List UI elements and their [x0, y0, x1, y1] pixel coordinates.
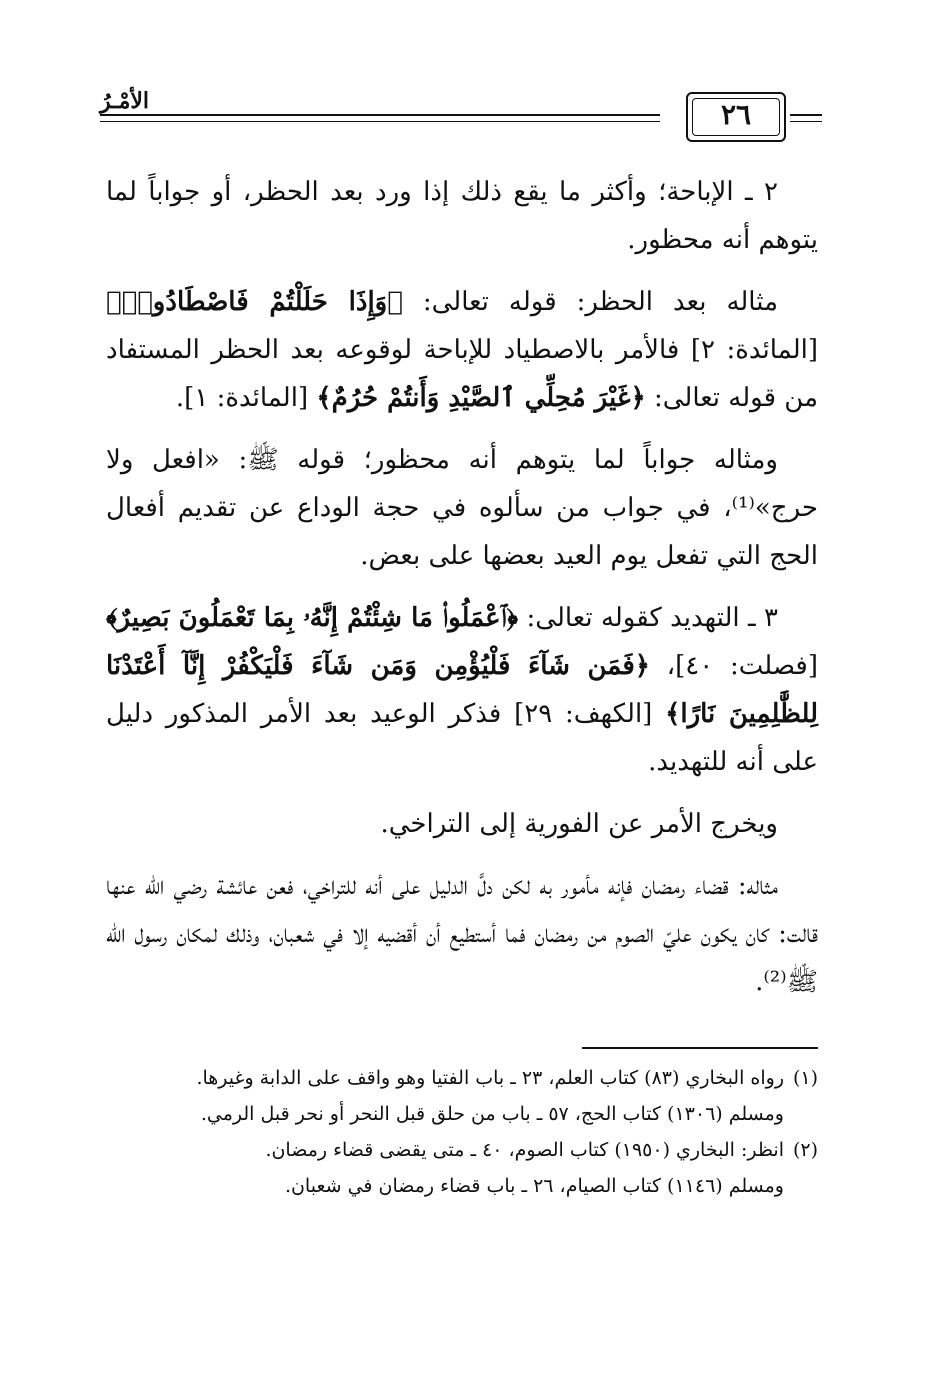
paragraph-text: ٢ ـ الإباحة؛ وأكثر ما يقع ذلك إذا ورد بعد الحظر، أو جواباً لما يتوهم أنه محظور.: [106, 177, 818, 255]
paragraph-ibaha: [106, 168, 818, 264]
footnote-text: رواه البخاري (٨٣) كتاب العلم، ٢٣ ـ باب الفتيا وهو واقف على الدابة وغيرها.: [196, 1067, 784, 1089]
footnotes: [106, 1060, 818, 1204]
paragraph-tarakhi: [106, 800, 818, 848]
paragraph-text: ويخرج الأمر عن الفورية إلى التراخي.: [380, 809, 778, 839]
running-title: الأمْـرُ: [100, 88, 150, 114]
footnote-1-continued: [106, 1096, 818, 1132]
quran-verse: ﴿فَمَن شَآءَ فَلْيُؤْمِن وَمَن شَآءَ فَلْيَكْفُرْ إِنَّآ أَعْتَدْنَا لِلظَّٰلِمِينَ نَارًا﴾: [106, 651, 819, 729]
paragraph-text: [المائدة: ١].: [175, 383, 317, 413]
paragraph-text: ٣ ـ التهديد كقوله تعالى:: [518, 603, 778, 633]
quran-verse: ﴿غَيْرَ مُحِلِّي ٱلصَّيْدِ وَأَنتُمْ حُرُمٌ﴾: [316, 383, 646, 413]
paragraph-text: مثاله بعد الحظر: قوله تعالى:: [402, 287, 779, 317]
paragraph-text: مثاله: قضاء رمضان فإنه مأمور به لكن دلَّ الدليل على أنه للتراخي، فعن عائشة رضي الله عنها قالت: كان يكون عليّ الصوم من رمضان فما أستطيع أن أقضيه إلا في شعبان، وذلك لمكان رسول الله ﷺ⁽²⁾.: [106, 871, 818, 997]
header-rule: [100, 114, 660, 116]
header-rule: [100, 121, 660, 122]
footnote-separator: [582, 1047, 818, 1049]
footnote-number: (١): [792, 1067, 818, 1089]
paragraph-tahdid: [106, 594, 818, 786]
header-rule: [790, 114, 822, 116]
header-rule: [790, 121, 822, 122]
paragraph-text: [الكهف: ٢٩] فذكر الوعيد بعد الأمر المذكور دليل على أنه للتهديد.: [106, 699, 818, 777]
quran-verse: ﴿ٱعْمَلُوا۟ مَا شِئْتُمْ إِنَّهُۥ بِمَا تَعْمَلُونَ بَصِيرٌ﴾: [106, 603, 519, 633]
paragraph-text: [المائدة: ٢] فالأمر بالاصطياد للإباحة لوقوعه بعد الحظر المستفاد من قوله تعالى:: [106, 335, 818, 413]
footnote-2: [106, 1132, 818, 1168]
paragraph-text: ومثاله جواباً لما يتوهم أنه محظور؛ قوله ﷺ: «افعل ولا حرج»⁽¹⁾، في جواب من سألوه في حجة الوداع عن تقديم أفعال الحج التي تفعل يوم العيد بعضها على بعض.: [106, 445, 818, 571]
page-number: ٢٦: [720, 98, 752, 131]
footnote-1: [106, 1060, 818, 1096]
page-header: [100, 88, 822, 148]
quran-verse: ﴿وَإِذَا حَلَلْتُمْ فَاصْطَادُوا۟﴾: [106, 287, 403, 317]
footnote-text: انظر: البخاري (١٩٥٠) كتاب الصوم، ٤٠ ـ متى يقضى قضاء رمضان.: [265, 1139, 784, 1161]
main-text: [106, 168, 818, 1020]
paragraph-ramadan-example: [106, 862, 818, 1006]
paragraph-answer-example: [106, 436, 818, 580]
footnote-text: ومسلم (١١٤٦) كتاب الصيام، ٢٦ ـ باب قضاء رمضان في شعبان.: [284, 1175, 784, 1197]
footnote-text: ومسلم (١٣٠٦) كتاب الحج، ٥٧ ـ باب من حلق قبل النحر أو نحر قبل الرمي.: [200, 1103, 784, 1125]
footnote-number: (٢): [792, 1139, 818, 1161]
footnote-2-continued: [106, 1168, 818, 1204]
page-number-frame: [686, 92, 786, 142]
paragraph-hazar-example: [106, 278, 818, 422]
paragraph-text: [فصلت: ٤٠]،: [649, 651, 818, 681]
